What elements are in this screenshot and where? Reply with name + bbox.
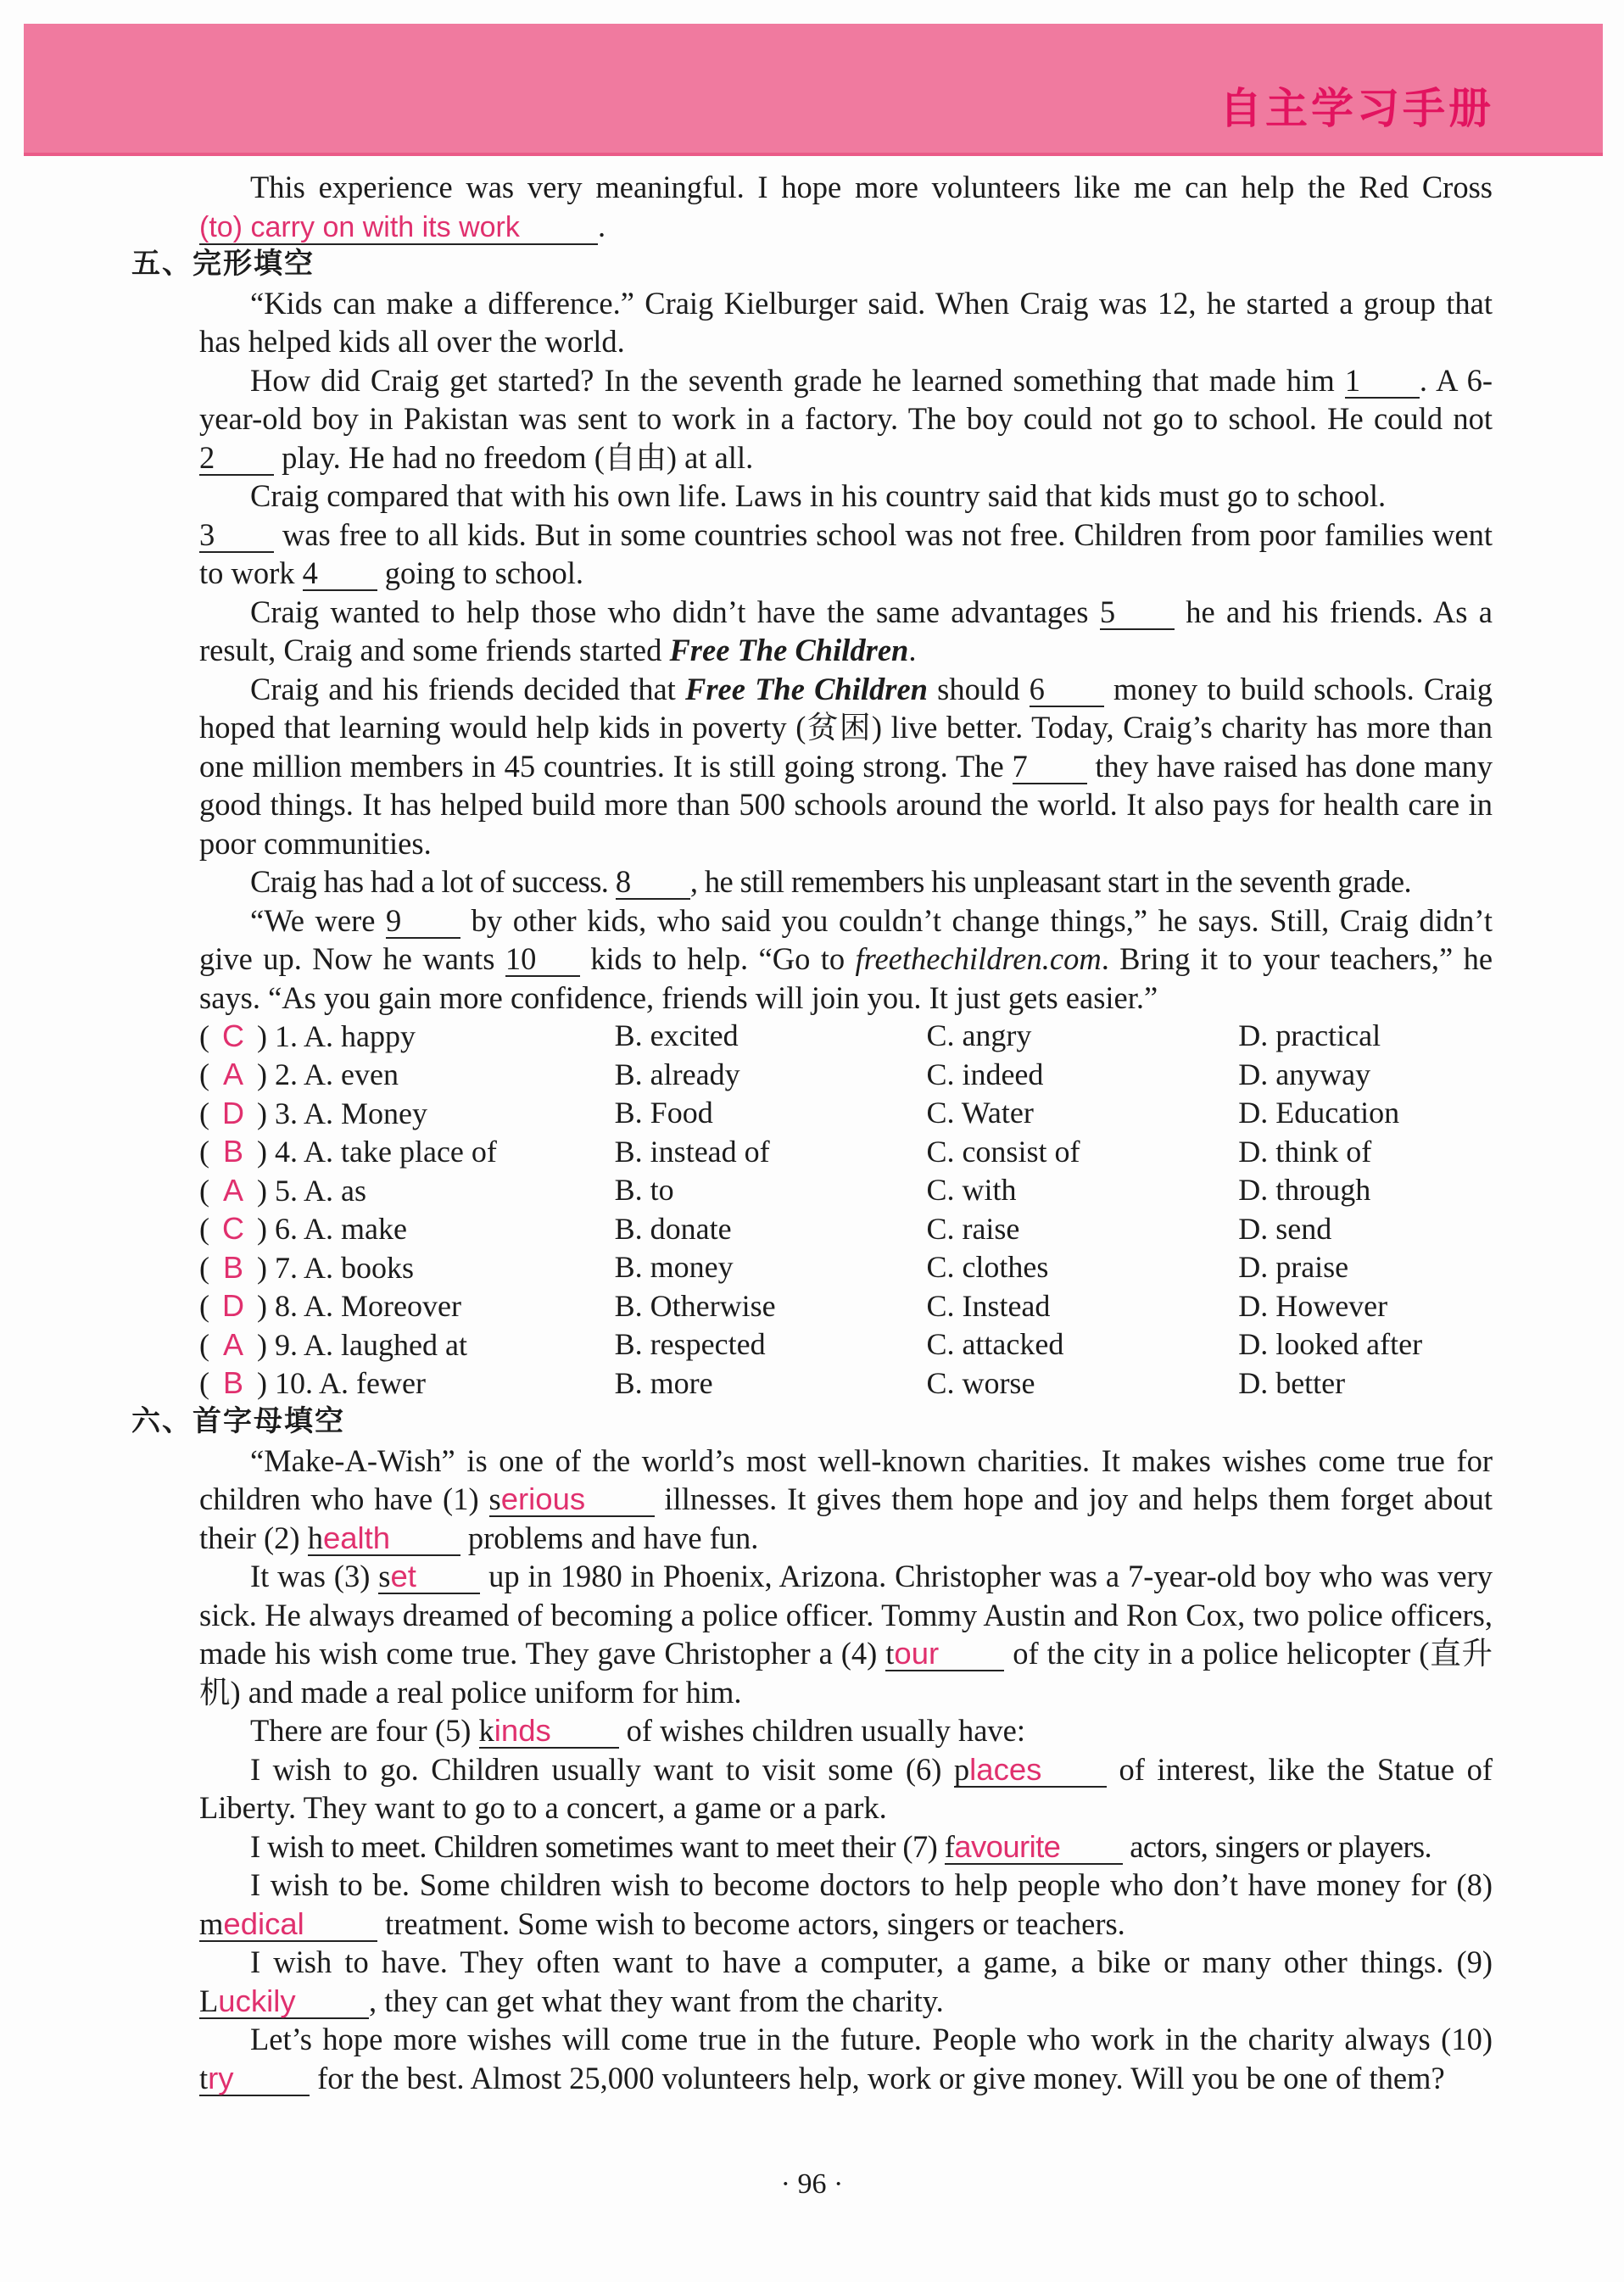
wish-paragraph-1: “Make-A-Wish” is one of the world’s most well-known charities. It makes wishes come true for children who have (1) serious illnesses. It gives them hope and joy and helps them forget about their (2) health problems and have fun. [199,1442,1493,1555]
answer-letter: A [222,1326,243,1362]
option-c: C. worse [926,1365,1035,1400]
intro-paragraph [199,168,1493,245]
option-c: C. angry [926,1018,1032,1052]
intro-end: . [598,208,606,243]
cloze-paragraph-7: “We were 9 by other kids, who said you couldn’t change things,” he says. Still, Craig didn’t give up. Now he wants 10 kids to help. “Go to freethechildren.com. Bring it to your teachers,” he says. “As you gain more confidence, friends will join you. It just gets easier.” [199,902,1493,1015]
question-row: ( C ) 6. A. make B. donate C. raise D. send [199,1210,1493,1249]
word-blank-4: tour [885,1638,1004,1671]
option-b: B. Food [614,1096,713,1130]
option-b: B. excited [614,1018,739,1052]
option-b: B. already [614,1057,740,1091]
option-c: C. with [926,1173,1017,1207]
option-b: B. money [614,1250,734,1284]
option-d: D. think of [1238,1134,1372,1169]
option-b: B. donate [614,1211,732,1246]
option-b: B. respected [614,1327,766,1361]
option-c: C. clothes [926,1250,1049,1284]
answer-letter: D [222,1095,244,1130]
question-row: ( B ) 4. A. take place of B. instead of C. consist of D. think of [199,1133,1493,1172]
cloze-blank-3: 3 [199,519,274,553]
option-d: D. looked after [1238,1327,1423,1361]
cloze-blank-6: 6 [1030,673,1104,707]
question-row: ( D ) 8. A. Moreover B. Otherwise C. Instead D. However [199,1287,1493,1326]
cloze-blank-9: 9 [386,905,460,939]
wish-paragraph-8: Let’s hope more wishes will come true in the future. People who work in the charity always (10) try for the best. Almost 25,000 volunteers help, work or give money. Will you be one of them? [199,2022,1493,2095]
question-row: ( C ) 1. A. happy B. excited C. angry D. practical [199,1017,1493,1056]
option-b: B. Otherwise [614,1288,776,1323]
option-d: D. send [1238,1211,1332,1246]
intro-text: This experience was very meaningful. I hope more volunteers like me can help the Red Cross [250,170,1493,204]
question-row: ( A ) 2. A. even B. already C. indeed D. anyway [199,1056,1493,1095]
cloze-blank-5: 5 [1100,596,1175,630]
option-d: D. through [1238,1173,1371,1207]
cloze-paragraph-4: Craig wanted to help those who didn’t have the same advantages 5 he and his friends. As a result, Craig and some friends started Free The Children. [199,594,1493,667]
answer-letter: A [222,1057,243,1091]
option-d: D. practical [1238,1018,1381,1052]
cloze-paragraph-1: “Kids can make a difference.” Craig Kielburger said. When Craig was 12, he started a group that has helped kids all over the world. [199,285,1493,359]
wish-paragraph-4: I wish to go. Children usually want to visit some (6) places of interest, like the Statue of Liberty. They want to go to a concert, a game or a park. [199,1751,1493,1825]
cloze-paragraph-5: Craig and his friends decided that Free The Children should 6 money to build schools. Craig hoped that learning would help kids in poverty (贫困) live better. Today, Craig’s charity has more than one million members in 45 countries. It is still going strong. The 7 they have raised has done many good things. It has helped build more than 500 schools around the world. It also pays for health care in poor communities. [199,671,1493,861]
book-title: 自主学习手册 [1219,84,1494,133]
option-c: C. Water [926,1096,1034,1130]
word-blank-10: try [199,2062,310,2096]
option-d: D. better [1238,1365,1346,1400]
option-b: B. to [614,1173,674,1207]
option-c: C. raise [926,1211,1020,1246]
question-row: ( B ) 7. A. books B. money C. clothes D. praise [199,1248,1493,1287]
section6-title: 六、首字母填空 [131,1404,345,1438]
cloze-paragraph-2: How did Craig get started? In the seventh grade he learned something that made him 1 . A 6-year-old boy in Pakistan was sent to work in a factory. The boy could not go to school. He could not 2 play. He had no freedom (自由) at all. [199,362,1493,475]
section5-title: 五、完形填空 [131,247,315,281]
word-blank-8: medical [199,1908,377,1942]
cloze-blank-8: 8 [616,866,690,900]
answer-letter: A [222,1172,243,1208]
intro-answer: (to) carry on with its work [199,210,520,243]
cloze-options [199,1017,1493,1403]
word-blank-5: kinds [479,1715,619,1749]
wish-paragraph-2: It was (3) set up in 1980 in Phoenix, Arizona. Christopher was a 7-year-old boy who was very sick. He always dreamed of becoming a police officer. Tommy Austin and Ron Cox, two police officers, made his wish come true. They gave Christopher a (4) tour of the city in a police helicopter (直升机) and made a real police uniform for him. [199,1559,1493,1710]
page-content [131,168,1493,2097]
cloze-blank-2: 2 [199,442,274,476]
cloze-blank-7: 7 [1013,750,1087,784]
question-row: ( B ) 10. A. fewer B. more C. worse D. better [199,1364,1493,1403]
answer-letter: D [222,1288,244,1323]
word-blank-9: Luckily [199,1985,369,2019]
option-c: C. Instead [926,1288,1051,1323]
wish-paragraph-6: I wish to be. Some children wish to become doctors to help people who don’t have money for (8) medical treatment. Some wish to become actors, singers or teachers. [199,1867,1493,1941]
option-b: B. more [614,1365,713,1400]
word-blank-6: places [954,1754,1107,1788]
option-d: D. praise [1238,1250,1349,1284]
option-d: D. However [1238,1288,1388,1323]
answer-letter: B [222,1134,243,1169]
option-b: B. instead of [614,1134,770,1169]
wish-paragraph-5: I wish to meet. Children sometimes want to meet their (7) favourite actors, singers or players. [250,1828,1432,1864]
cloze-blank-4: 4 [303,557,377,591]
option-d: D. anyway [1238,1057,1371,1091]
word-blank-7: favourite [945,1831,1123,1865]
question-row: ( A ) 5. A. as B. to C. with D. through [199,1171,1493,1210]
wish-paragraph-7: I wish to have. They often want to have a computer, a game, a bike or many other things. (9) Luckily , they can get what they want from the charity. [199,1944,1493,2018]
cloze-blank-1: 1 [1345,365,1420,399]
answer-letter: C [222,1018,244,1053]
intro-answer-blank [199,210,598,245]
answer-letter: C [222,1211,244,1246]
option-c: C. attacked [926,1327,1064,1361]
option-c: C. consist of [926,1134,1080,1169]
option-c: C. indeed [926,1057,1044,1091]
page-number: · 96 · [780,2168,844,2200]
word-blank-3: set [378,1560,480,1594]
wish-paragraph-3: There are four (5) kinds of wishes children usually have: [250,1713,1025,1748]
header-banner [24,24,1603,156]
answer-letter: B [222,1249,243,1285]
cloze-blank-10: 10 [505,943,580,977]
answer-letter: B [222,1365,243,1400]
cloze-paragraph-6: Craig has had a lot of success. 8 , he still remembers his unpleasant start in the seventh grade. [250,864,1411,899]
word-blank-2: health [308,1522,460,1556]
cloze-paragraph-3: Craig compared that with his own life. Laws in his country said that kids must go to school. 3 was free to all kids. But in some countries school was not free. Children from poor families went to work 4 going to school. [199,478,1493,590]
question-row: ( A ) 9. A. laughed at B. respected C. attacked D. looked after [199,1325,1493,1364]
option-d: D. Education [1238,1096,1400,1130]
word-blank-1: serious [489,1483,655,1517]
question-row: ( D ) 3. A. Money B. Food C. Water D. Education [199,1094,1493,1133]
